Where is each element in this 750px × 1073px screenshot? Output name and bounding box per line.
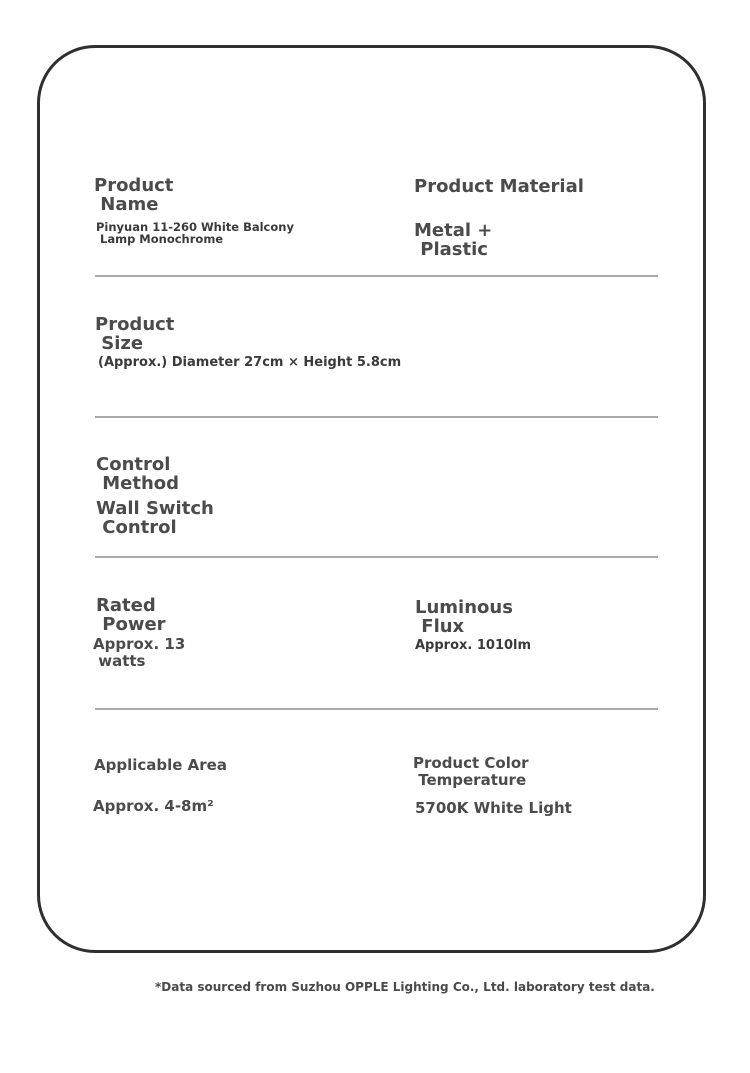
control-method-label: Control Method [96,454,180,494]
color-temperature-value: 5700K White Light [415,799,572,817]
control-method-value: Wall Switch Control [96,498,214,538]
divider [95,416,658,418]
product-material-label: Product Material [414,176,584,197]
luminous-flux-label: Luminous Flux [415,597,513,637]
product-size-value: (Approx.) Diameter 27cm × Height 5.8cm [98,355,402,370]
luminous-flux-value: Approx. 1010lm [415,638,532,653]
product-name-value: Pinyuan 11-260 White Balcony Lamp Monochrome [96,220,294,246]
applicable-area-label: Applicable Area [94,756,227,774]
product-name-label: Product Name [94,175,174,215]
product-material-value: Metal + Plastic [414,220,493,260]
footnote: *Data sourced from Suzhou OPPLE Lighting Co., Ltd. laboratory test data. [155,980,655,994]
product-size-label: Product Size [95,314,175,354]
divider [95,708,658,710]
rated-power-label: Rated Power [96,595,166,635]
color-temperature-label: Product Color Temperature [413,754,529,789]
divider [95,556,658,558]
rated-power-value: Approx. 13 watts [93,635,186,670]
divider [95,275,658,277]
applicable-area-value: Approx. 4-8m² [93,797,214,815]
